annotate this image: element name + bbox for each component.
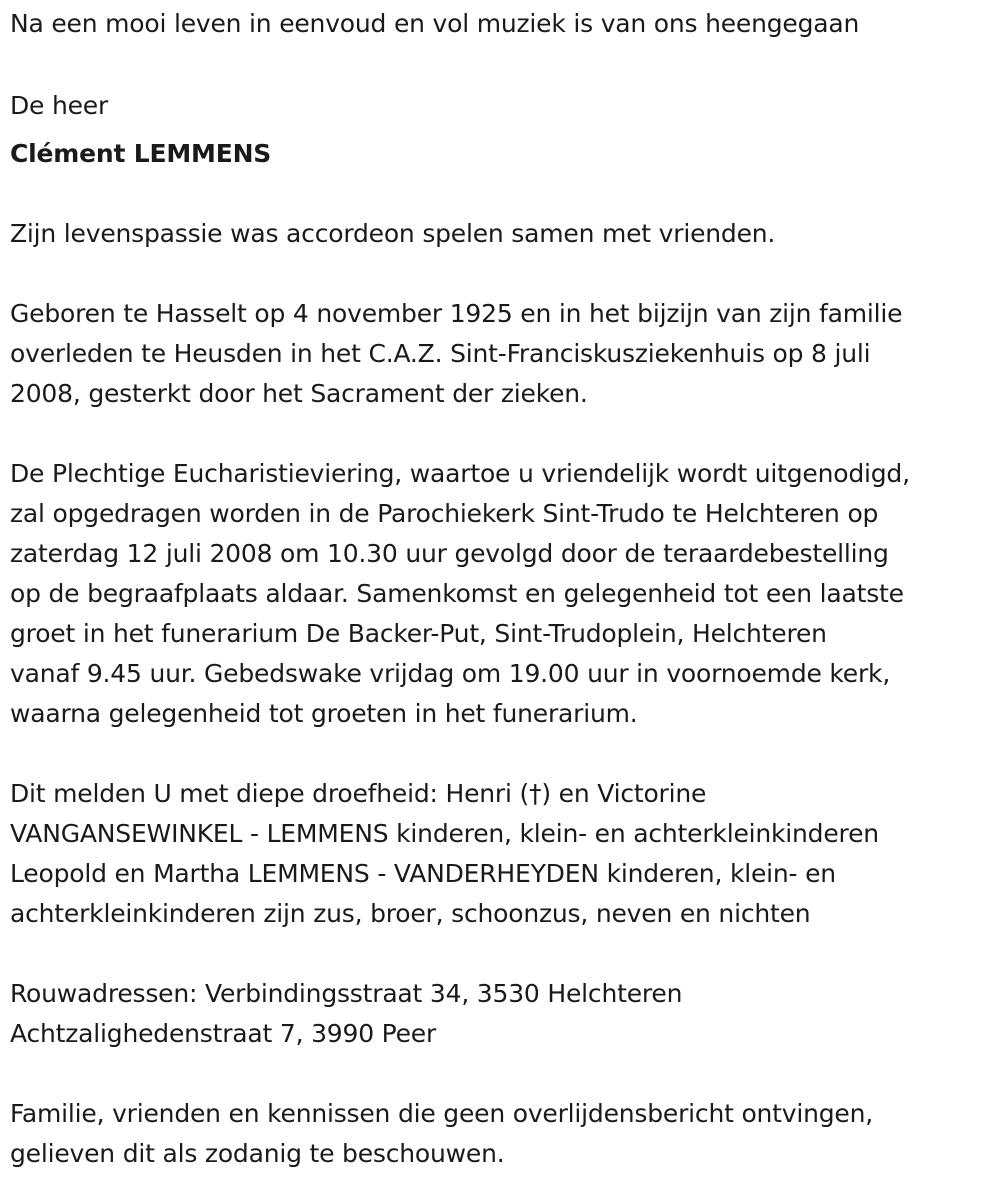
deceased-name: Clément LEMMENS — [10, 139, 272, 168]
closing-line: gelieven dit als zodanig te beschouwen. — [10, 1139, 505, 1168]
family-line — [10, 774, 706, 814]
passion-text: Zijn levenspassie was accordeon spelen samen met vrienden. — [10, 219, 776, 248]
closing-line: Familie, vrienden en kennissen die geen overlijdensbericht ontvingen, — [10, 1099, 874, 1128]
cross-icon: † — [529, 779, 542, 808]
family-line: Leopold en Martha LEMMENS - VANDERHEYDEN kinderen, klein- en — [10, 859, 836, 888]
ceremony-line: zaterdag 12 juli 2008 om 10.30 uur gevolgd door de teraardebestelling — [10, 539, 889, 568]
family-line-start: Dit melden U met diepe droefheid: Henri ( — [10, 779, 530, 808]
ceremony-line: vanaf 9.45 uur. Gebedswake vrijdag om 19.00 uur in voornoemde kerk, — [10, 659, 891, 688]
birth-death-line: overleden te Heusden in het C.A.Z. Sint-Franciskusziekenhuis op 8 juli — [10, 339, 871, 368]
ceremony-line: waarna gelegenheid tot groeten in het funerarium. — [10, 699, 638, 728]
ceremony-line: zal opgedragen worden in de Parochiekerk Sint-Trudo te Helchteren op — [10, 499, 879, 528]
ceremony-line: De Plechtige Eucharistieviering, waartoe u vriendelijk wordt uitgenodigd, — [10, 459, 910, 488]
address-line: Achtzalighedenstraat 7, 3990 Peer — [10, 1019, 437, 1048]
ceremony-line: groet in het funerarium De Backer-Put, Sint-Trudoplein, Helchteren — [10, 619, 827, 648]
birth-death-line: 2008, gesterkt door het Sacrament der zieken. — [10, 379, 588, 408]
family-line-end: ) en Victorine — [541, 779, 707, 808]
family-line: achterkleinkinderen zijn zus, broer, schoonzus, neven en nichten — [10, 899, 811, 928]
family-line: VANGANSEWINKEL - LEMMENS kinderen, klein- en achterkleinkinderen — [10, 819, 879, 848]
address-line: Rouwadressen: Verbindingsstraat 34, 3530 Helchteren — [10, 979, 683, 1008]
intro-text: Na een mooi leven in eenvoud en vol muziek is van ons heengegaan — [10, 9, 860, 38]
salutation: De heer — [10, 91, 109, 120]
ceremony-line: op de begraafplaats aldaar. Samenkomst en gelegenheid tot een laatste — [10, 579, 904, 608]
birth-death-line: Geboren te Hasselt op 4 november 1925 en in het bijzijn van zijn familie — [10, 299, 903, 328]
